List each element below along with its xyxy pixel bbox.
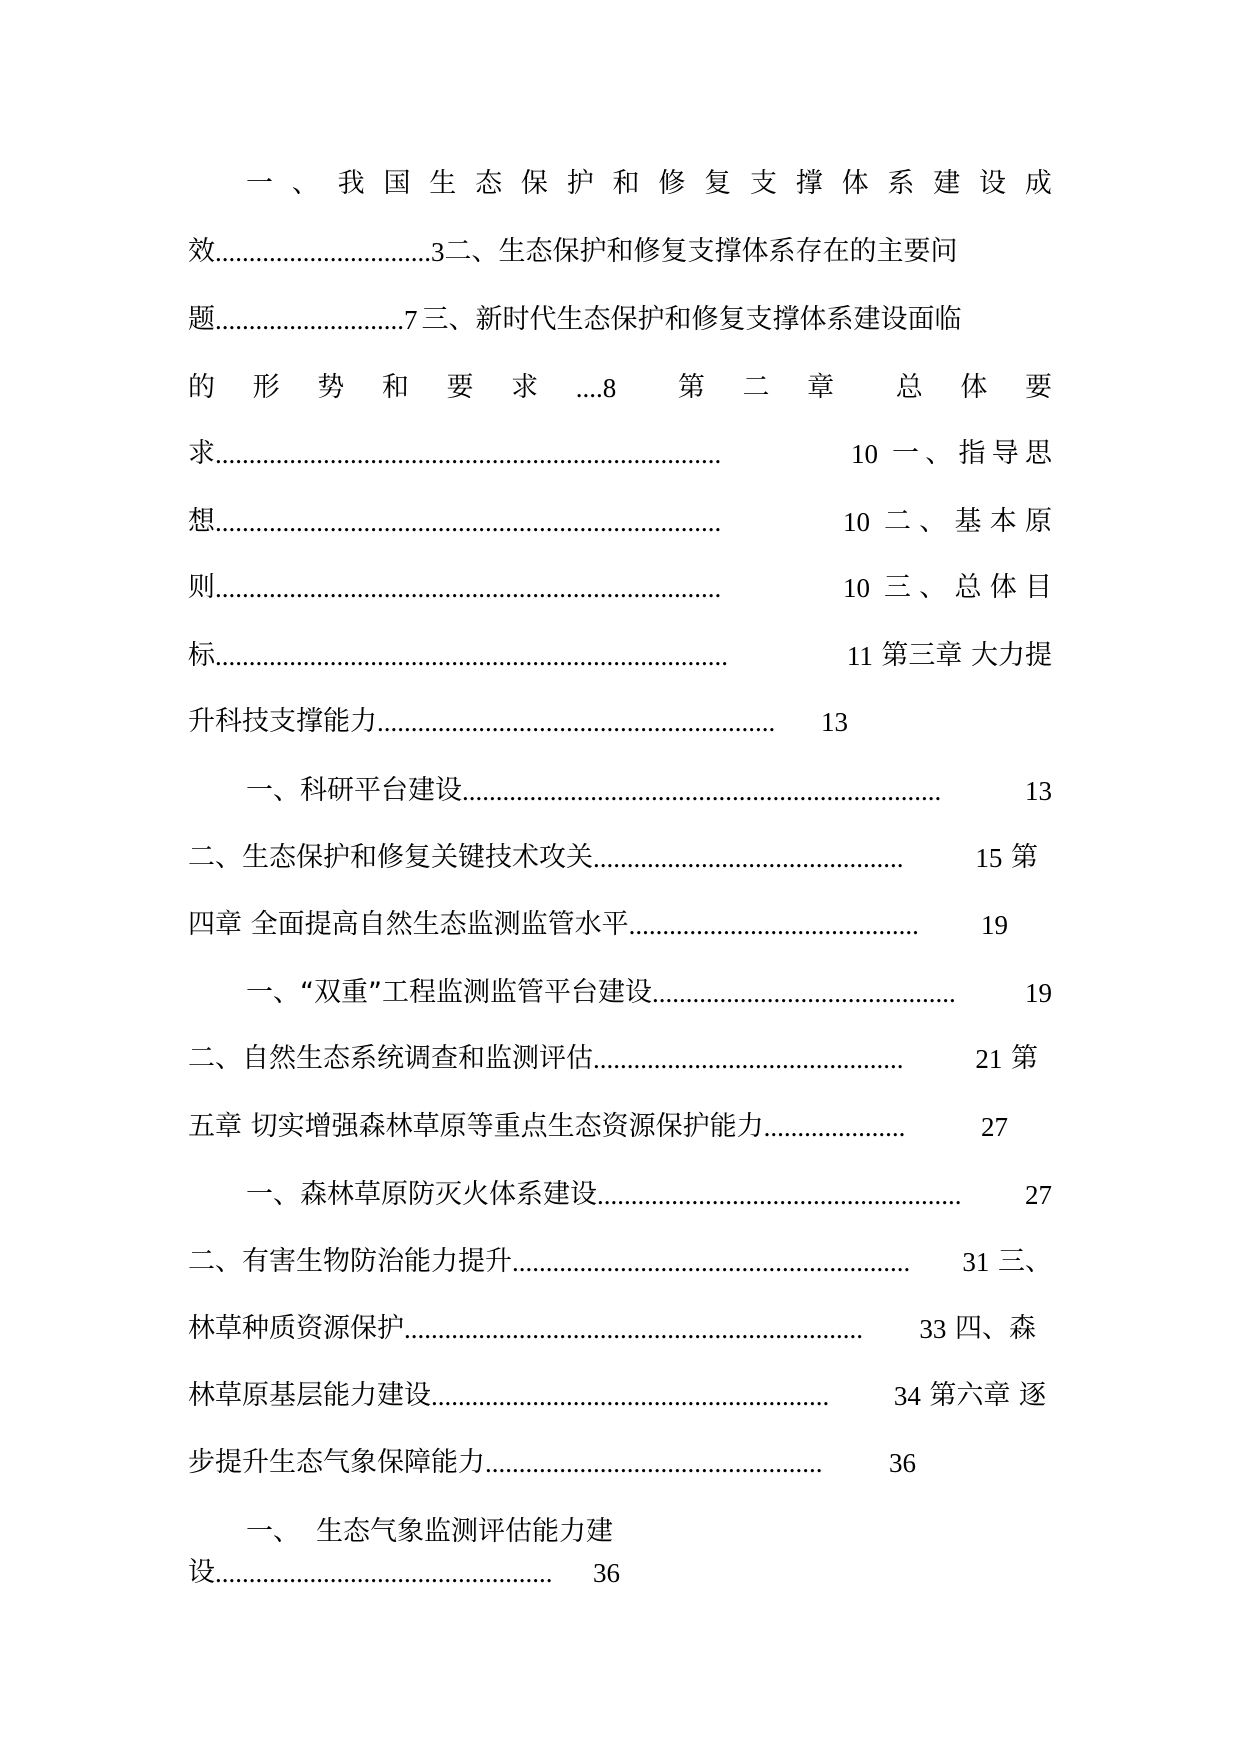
dot-leader: ............................: [215, 305, 404, 335]
page-number: 27: [1025, 1180, 1052, 1210]
toc-line-15[interactable]: [188, 1107, 1008, 1147]
toc-line-6[interactable]: [188, 502, 1052, 542]
toc-char: 导: [991, 438, 1019, 469]
toc-line-1: [246, 164, 1052, 204]
toc-entry-title: 一、森林草原防灭火体系建设: [246, 1179, 597, 1210]
toc-char: 总: [954, 572, 982, 603]
toc-line-7[interactable]: [188, 568, 1052, 608]
toc-entry-title: 四章 全面提高自然生态监测监管水平: [188, 909, 629, 940]
toc-line-5[interactable]: [188, 434, 1052, 474]
toc-line-4[interactable]: [188, 368, 1052, 408]
toc-entry-title: 一、“双重”工程监测监管平台建设: [246, 977, 652, 1008]
toc-entry-title: 设: [188, 1557, 215, 1588]
dot-leader: .......................................................................: [462, 776, 942, 806]
toc-char: 撑: [795, 168, 823, 199]
toc-entry-title: 二、生态保护和修复关键技术攻关: [188, 842, 593, 873]
toc-entry-title: 三、: [989, 1246, 1052, 1277]
page-number: 10: [843, 507, 870, 537]
toc-entry-title: 林草种质资源保护: [188, 1313, 404, 1344]
toc-char: 一: [892, 438, 919, 469]
toc-line-12[interactable]: [188, 905, 1008, 945]
toc-line-16[interactable]: [246, 1175, 1052, 1215]
page-number: 36: [889, 1448, 916, 1478]
dot-leader: ...........................................................: [512, 1247, 911, 1277]
toc-char: 保: [520, 168, 548, 199]
toc-char: 体: [960, 372, 988, 403]
toc-entry-title: 想: [188, 506, 215, 537]
dot-leader: ...........................................: [628, 910, 919, 940]
toc-entry-title: 效: [188, 236, 215, 267]
toc-line-11[interactable]: [188, 838, 1038, 878]
toc-line-20[interactable]: [188, 1443, 916, 1483]
dot-leader: ...........................................................: [431, 1381, 830, 1411]
toc-char: 的: [188, 372, 215, 403]
toc-char: 和: [381, 372, 409, 403]
toc-entry-title: 求: [188, 438, 215, 469]
toc-char: 章: [807, 372, 835, 403]
page-number: 10: [843, 573, 870, 603]
dot-leader: ...........................................................................: [215, 507, 722, 537]
dot-leader: ...........................................................................: [215, 439, 722, 469]
toc-char: 修: [658, 168, 686, 199]
dot-leader: .............................................: [651, 978, 956, 1008]
toc-char: 基: [954, 506, 982, 537]
toc-entry-title: 二、自然生态系统调查和监测评估: [188, 1043, 593, 1074]
page-number: 11: [846, 641, 873, 671]
toc-entry-title: 第三章 大力提: [872, 640, 1052, 671]
toc-char: 国: [383, 168, 411, 199]
toc-char: 、: [291, 168, 319, 199]
toc-line-10[interactable]: [246, 771, 1052, 811]
toc-entry-title: 三、新时代生态保护和修复支撑体系建设面临: [421, 304, 962, 335]
toc-char: 我: [337, 168, 365, 199]
toc-entry-title: 林草原基层能力建设: [188, 1380, 431, 1411]
dot-leader: ..................................................: [485, 1448, 823, 1478]
dot-leader: ..............................................: [593, 843, 904, 873]
page-number: 34: [893, 1381, 921, 1411]
page-number: 13: [1025, 776, 1052, 806]
dot-leader: ............................................................................: [215, 641, 728, 671]
toc-entry-title: 升科技支撑能力: [188, 706, 377, 737]
toc-char: 思: [1025, 438, 1052, 469]
toc-line-8[interactable]: [188, 636, 1052, 676]
toc-char: 势: [317, 372, 345, 403]
toc-entry-title: [884, 502, 1052, 542]
toc-char: 本: [989, 506, 1017, 537]
page-number: 19: [981, 910, 1008, 940]
toc-char: 、: [919, 506, 947, 537]
toc-char: 形: [252, 372, 280, 403]
toc-entry-title: 生态气象监测评估能力建: [316, 1516, 613, 1547]
toc-line-17[interactable]: [188, 1242, 1052, 1282]
dot-leader: ...........................................................: [377, 707, 776, 737]
page-number: 10: [851, 439, 878, 469]
toc-entry-title: 第六章 逐: [920, 1380, 1046, 1411]
toc-char: 、: [919, 572, 947, 603]
toc-entry-title: 二、有害生物防治能力提升: [188, 1246, 512, 1277]
toc-line-2[interactable]: [188, 232, 1052, 272]
toc-entry-title: [884, 568, 1052, 608]
toc-char: 复: [704, 168, 732, 199]
dot-leader: ...........................................................................: [215, 573, 722, 603]
page-number: 19: [1025, 978, 1052, 1008]
toc-line-22[interactable]: [188, 1553, 620, 1593]
toc-char: 和: [612, 168, 640, 199]
toc-entry-title: 题: [188, 304, 215, 335]
toc-entry-title: 第: [1002, 842, 1038, 873]
toc-char: 指: [958, 438, 986, 469]
toc-line-21[interactable]: [246, 1512, 646, 1552]
page-number: 21: [975, 1044, 1003, 1074]
toc-char: 、: [925, 438, 953, 469]
toc-entry-title: 四、森: [946, 1313, 1036, 1344]
toc-entry-title: 五章 切实增强森林草原等重点生态资源保护能力: [188, 1111, 764, 1142]
page-number: 27: [974, 1112, 1008, 1142]
toc-char: 要: [446, 372, 474, 403]
toc-char: 要: [1025, 372, 1052, 403]
toc-char: 体: [841, 168, 869, 199]
toc-char: 护: [566, 168, 594, 199]
toc-char: 目: [1025, 572, 1052, 603]
toc-entry-title: 步提升生态气象保障能力: [188, 1447, 485, 1478]
toc-char: 态: [475, 168, 503, 199]
toc-line-14[interactable]: [188, 1039, 1038, 1079]
toc-char: 成: [1024, 168, 1052, 199]
toc-char: 求: [511, 372, 539, 403]
dot-leader: ..............................................: [593, 1044, 904, 1074]
page-number: 15: [975, 843, 1003, 873]
toc-char: 三: [884, 572, 911, 603]
toc-entry-title: 二、生态保护和修复支撑体系存在的主要问: [444, 236, 958, 267]
page-number: 13: [821, 707, 848, 737]
toc-entry-number: 一、: [246, 1516, 300, 1547]
toc-entry-title: 标: [188, 640, 215, 671]
toc-char: 第: [677, 372, 705, 403]
toc-entry-title: 则: [188, 572, 215, 603]
toc-char: 生: [429, 168, 457, 199]
dot-leader: ....................................................................: [404, 1314, 863, 1344]
toc-entry-title: [892, 434, 1052, 474]
page-number: 7: [404, 305, 418, 335]
toc-entry-title: 一、科研平台建设: [246, 775, 462, 806]
page-number: 31: [962, 1247, 990, 1277]
dot-leader: ................................: [215, 237, 431, 267]
page-number: ....8: [575, 373, 617, 403]
dot-leader: ..................................................: [215, 1558, 553, 1588]
toc-char: 原: [1025, 506, 1052, 537]
toc-char: 系: [887, 168, 915, 199]
toc-entry-title: 第: [1002, 1043, 1038, 1074]
page-number: 3: [431, 237, 445, 267]
toc-char: 一: [246, 168, 273, 199]
toc-line-9[interactable]: [188, 702, 848, 742]
toc-char: 二: [884, 506, 911, 537]
toc-char: 支: [749, 168, 777, 199]
toc-line-13[interactable]: [246, 973, 1052, 1013]
toc-line-18[interactable]: [188, 1309, 1036, 1349]
dot-leader: ......................................................: [597, 1180, 962, 1210]
toc-char: 建: [933, 168, 961, 199]
toc-char: 体: [989, 572, 1017, 603]
toc-char: 总: [895, 372, 923, 403]
dot-leader: .....................: [763, 1112, 906, 1142]
toc-line-3[interactable]: [188, 300, 1052, 340]
toc-char: 二: [742, 372, 770, 403]
toc-char: 设: [979, 168, 1006, 199]
toc-line-19[interactable]: [188, 1376, 1046, 1416]
page-number: 36: [593, 1558, 620, 1588]
page-number: 33: [919, 1314, 947, 1344]
